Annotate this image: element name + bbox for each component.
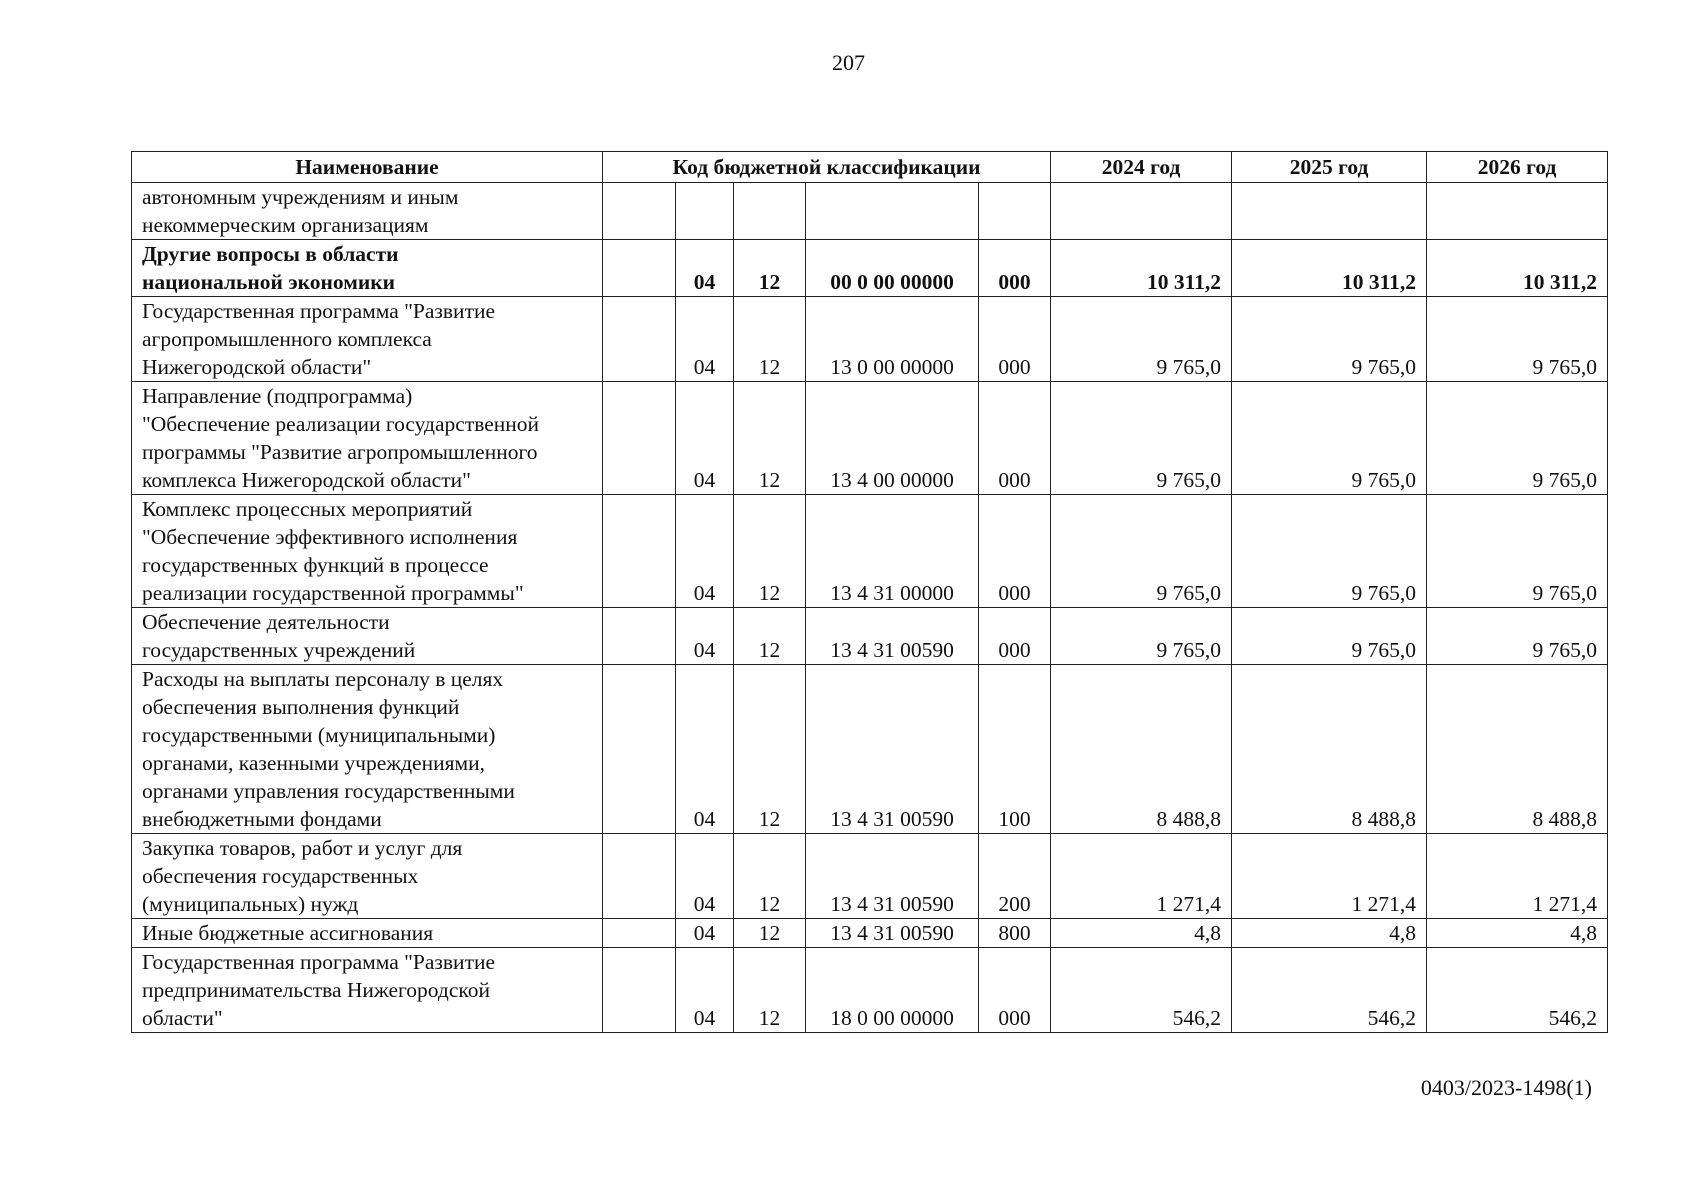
cell-amount-2024: 8 488,8 <box>1051 665 1232 834</box>
cell-code-section: 04 <box>676 608 734 665</box>
cell-code-subsection: 12 <box>734 665 806 834</box>
cell-code-expense-type: 800 <box>979 919 1051 948</box>
cell-amount-2025: 9 765,0 <box>1232 608 1427 665</box>
cell-code-target: 13 4 31 00590 <box>806 608 979 665</box>
cell-code-subsection: 12 <box>734 834 806 919</box>
cell-amount-2025: 9 765,0 <box>1232 495 1427 608</box>
cell-amount-2024: 10 311,2 <box>1051 240 1232 297</box>
cell-code-target: 13 4 31 00000 <box>806 495 979 608</box>
cell-amount-2024: 9 765,0 <box>1051 297 1232 382</box>
cell-code-subsection: 12 <box>734 297 806 382</box>
cell-amount-2024: 9 765,0 <box>1051 382 1232 495</box>
cell-code-section: 04 <box>676 382 734 495</box>
table-row <box>132 240 1608 297</box>
header-name: Наименование <box>132 152 603 183</box>
cell-code-expense-type: 100 <box>979 665 1051 834</box>
cell-amount-2024: 9 765,0 <box>1051 495 1232 608</box>
cell-code-subsection <box>734 183 806 240</box>
cell-code-section: 04 <box>676 665 734 834</box>
cell-name: Государственная программа "Развитие предпринимательства Нижегородской области" <box>132 948 603 1033</box>
cell-amount-2026: 1 271,4 <box>1427 834 1608 919</box>
cell-code-section: 04 <box>676 297 734 382</box>
cell-amount-2026: 9 765,0 <box>1427 297 1608 382</box>
table-row <box>132 665 1608 834</box>
cell-code-section: 04 <box>676 834 734 919</box>
cell-amount-2024 <box>1051 183 1232 240</box>
budget-table <box>131 151 1608 1033</box>
cell-code-target: 13 0 00 00000 <box>806 297 979 382</box>
cell-name: Другие вопросы в области национальной экономики <box>132 240 603 297</box>
cell-amount-2025 <box>1232 183 1427 240</box>
cell-code-section: 04 <box>676 240 734 297</box>
table-row <box>132 948 1608 1033</box>
cell-code-section: 04 <box>676 919 734 948</box>
cell-amount-2026 <box>1427 183 1608 240</box>
cell-code-expense-type: 000 <box>979 382 1051 495</box>
page-number: 207 <box>832 50 865 75</box>
table-row <box>132 608 1608 665</box>
cell-amount-2025: 10 311,2 <box>1232 240 1427 297</box>
header-code: Код бюджетной классификации <box>603 152 1051 183</box>
table-row <box>132 297 1608 382</box>
cell-amount-2024: 1 271,4 <box>1051 834 1232 919</box>
header-2026: 2026 год <box>1427 152 1608 183</box>
cell-name: Комплекс процессных мероприятий "Обеспечение эффективного исполнения государственных функций в процессе реализации государственной программы" <box>132 495 603 608</box>
cell-code-target: 00 0 00 00000 <box>806 240 979 297</box>
cell-code-expense-type: 000 <box>979 948 1051 1033</box>
cell-amount-2025: 1 271,4 <box>1232 834 1427 919</box>
document-code: 0403/2023-1498(1) <box>1420 1075 1592 1100</box>
table-row <box>132 834 1608 919</box>
cell-amount-2025: 4,8 <box>1232 919 1427 948</box>
cell-code-1 <box>603 297 676 382</box>
cell-code-expense-type: 000 <box>979 297 1051 382</box>
table-header-row <box>132 152 1608 183</box>
cell-code-target: 13 4 31 00590 <box>806 665 979 834</box>
table-body <box>132 183 1608 1033</box>
cell-code-target: 13 4 31 00590 <box>806 834 979 919</box>
cell-code-section <box>676 183 734 240</box>
cell-code-1 <box>603 608 676 665</box>
cell-amount-2025: 9 765,0 <box>1232 297 1427 382</box>
cell-code-1 <box>603 495 676 608</box>
cell-name: автономным учреждениям и иным некоммерческим организациям <box>132 183 603 240</box>
header-2025: 2025 год <box>1232 152 1427 183</box>
cell-amount-2026: 4,8 <box>1427 919 1608 948</box>
cell-code-1 <box>603 665 676 834</box>
header-2024: 2024 год <box>1051 152 1232 183</box>
table-row <box>132 495 1608 608</box>
cell-code-target: 18 0 00 00000 <box>806 948 979 1033</box>
cell-code-expense-type: 000 <box>979 608 1051 665</box>
cell-code-1 <box>603 240 676 297</box>
cell-code-1 <box>603 834 676 919</box>
cell-code-expense-type <box>979 183 1051 240</box>
cell-code-subsection: 12 <box>734 495 806 608</box>
cell-code-expense-type: 000 <box>979 495 1051 608</box>
cell-code-1 <box>603 183 676 240</box>
cell-amount-2025: 9 765,0 <box>1232 382 1427 495</box>
cell-name: Закупка товаров, работ и услуг для обеспечения государственных (муниципальных) нужд <box>132 834 603 919</box>
cell-amount-2026: 546,2 <box>1427 948 1608 1033</box>
cell-code-subsection: 12 <box>734 919 806 948</box>
cell-amount-2026: 8 488,8 <box>1427 665 1608 834</box>
cell-code-subsection: 12 <box>734 948 806 1033</box>
cell-amount-2024: 9 765,0 <box>1051 608 1232 665</box>
cell-code-subsection: 12 <box>734 382 806 495</box>
cell-code-subsection: 12 <box>734 608 806 665</box>
cell-code-target: 13 4 00 00000 <box>806 382 979 495</box>
cell-name: Государственная программа "Развитие агропромышленного комплекса Нижегородской области" <box>132 297 603 382</box>
cell-name: Иные бюджетные ассигнования <box>132 919 603 948</box>
cell-code-section: 04 <box>676 948 734 1033</box>
table-row <box>132 382 1608 495</box>
table-row <box>132 183 1608 240</box>
cell-name: Обеспечение деятельности государственных учреждений <box>132 608 603 665</box>
cell-code-expense-type: 000 <box>979 240 1051 297</box>
cell-amount-2026: 9 765,0 <box>1427 608 1608 665</box>
cell-amount-2026: 9 765,0 <box>1427 382 1608 495</box>
cell-code-target <box>806 183 979 240</box>
cell-amount-2025: 8 488,8 <box>1232 665 1427 834</box>
cell-code-1 <box>603 382 676 495</box>
cell-amount-2026: 10 311,2 <box>1427 240 1608 297</box>
table-row <box>132 919 1608 948</box>
cell-code-1 <box>603 919 676 948</box>
cell-code-expense-type: 200 <box>979 834 1051 919</box>
cell-code-section: 04 <box>676 495 734 608</box>
cell-code-target: 13 4 31 00590 <box>806 919 979 948</box>
cell-code-subsection: 12 <box>734 240 806 297</box>
cell-name: Расходы на выплаты персоналу в целях обеспечения выполнения функций государственными (муниципальными) органами, казенными учреждениями, органами управления государственными внебюджетными фондами <box>132 665 603 834</box>
cell-name: Направление (подпрограмма) "Обеспечение реализации государственной программы "Развитие агропромышленного комплекса Нижегородской области" <box>132 382 603 495</box>
cell-code-1 <box>603 948 676 1033</box>
cell-amount-2024: 4,8 <box>1051 919 1232 948</box>
cell-amount-2025: 546,2 <box>1232 948 1427 1033</box>
cell-amount-2024: 546,2 <box>1051 948 1232 1033</box>
cell-amount-2026: 9 765,0 <box>1427 495 1608 608</box>
